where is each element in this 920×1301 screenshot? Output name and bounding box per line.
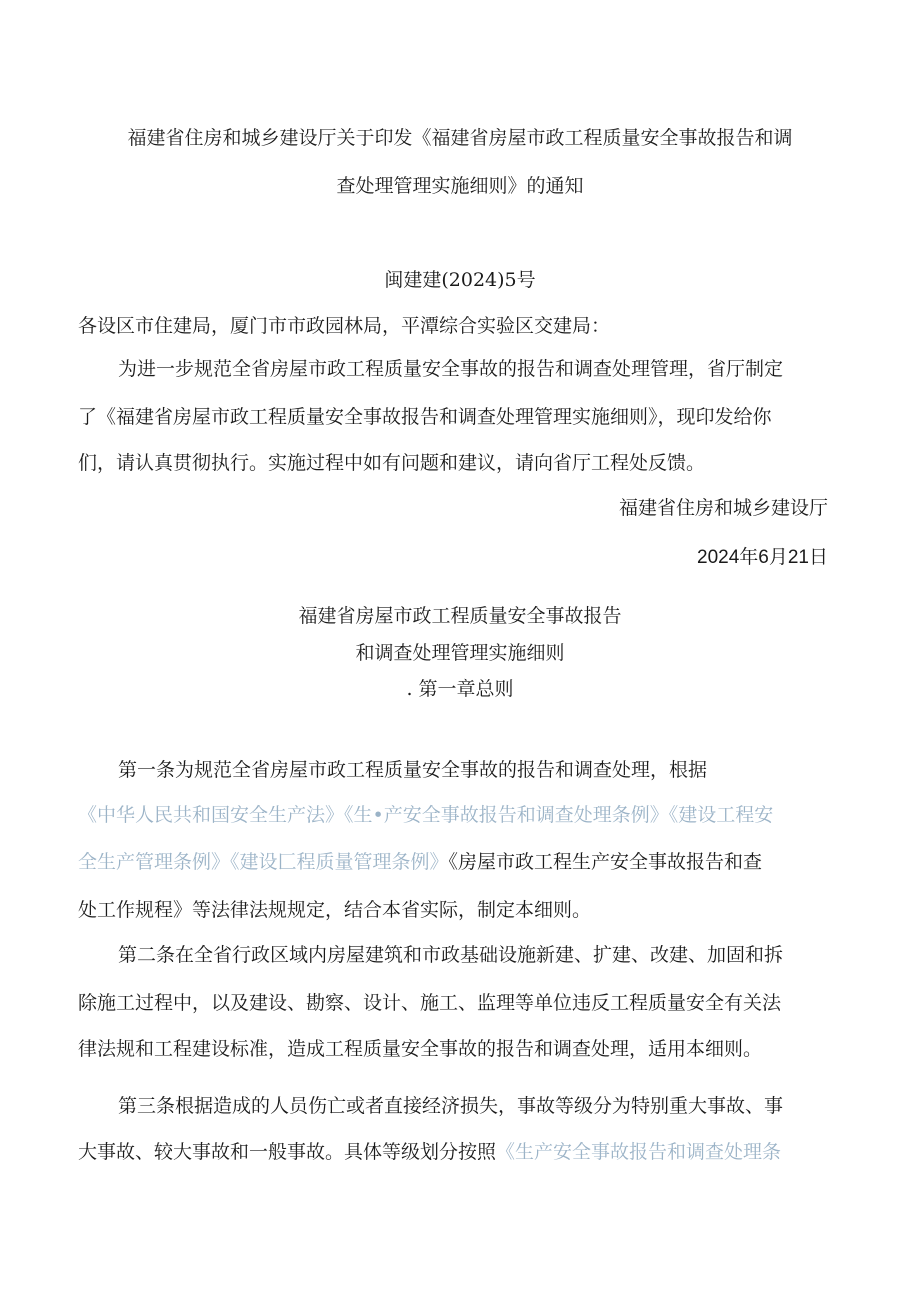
rules-title-line-1: 福建省房屋市政工程质量安全事故报告 — [298, 605, 622, 627]
article-2-line-3: 律法规和工程建设标准，造成工程质量安全事故的报告和调查处理，适用本细则。 — [78, 1038, 763, 1060]
article-3-regulation-link[interactable]: 《生产安全事故报告和调查处理条 — [496, 1141, 782, 1163]
article-3-line-2 — [78, 1140, 781, 1164]
article-2-line-2: 除施工过程中，以及建设、勘察、设计、施工、监理等单位违反工程质量安全有关法 — [78, 992, 782, 1014]
article-2-line-1: 第二条在全省行政区域内房屋建筑和市政基础设施新建、扩建、改建、加固和拆 — [118, 944, 784, 966]
notice-body-line-3: 们，请认真贯彻执行。实施过程中如有问题和建议，请向省厅工程处反馈。 — [78, 452, 706, 474]
rules-title-line-2: 和调查处理管理实施细则 — [355, 642, 565, 664]
document-number: 闽建建(2024)5号 — [384, 269, 536, 291]
notice-title-line-2: 查处理管理实施细则》的通知 — [336, 175, 584, 197]
article-1-regulation-text: 《房屋市政工程生产安全事故报告和查 — [448, 851, 763, 873]
issue-date: 2024年6月21日 — [697, 547, 828, 568]
notice-body-line-1: 为进一步规范全省房屋市政工程质量安全事故的报告和调查处理管理，省厅制定 — [118, 358, 784, 380]
article-1-line-4: 处工作规程》等法律法规规定，结合本省实际，制定本细则。 — [78, 899, 592, 921]
article-1-line-3 — [78, 850, 762, 874]
article-1-line-1: 第一条为规范全省房屋市政工程质量安全事故的报告和调查处理，根据 — [118, 759, 708, 781]
article-3-line-1: 第三条根据造成的人员伤亡或者直接经济损失，事故等级分为特别重大事故、事 — [118, 1095, 784, 1117]
article-1-regulation-link[interactable]: 全生产管理条例》《建设匚程质量管理条例》 — [78, 851, 449, 873]
notice-title-line-1: 福建省住房和城乡建设厅关于印发《福建省房屋市政工程质量安全事故报告和调 — [127, 127, 793, 149]
article-1-law-references-link[interactable]: 《中华人民共和国安全生产法》《生•产安全事故报告和调查处理条例》《建设工程安 — [78, 804, 774, 826]
signature: 福建省住房和城乡建设厅 — [618, 497, 828, 519]
notice-body-line-2: 了《福建省房屋市政工程质量安全事故报告和调查处理管理实施细则》，现印发给你 — [78, 406, 772, 428]
chapter-heading: . 第一章总则 — [406, 678, 514, 700]
recipients: 各设区市住建局，厦门市市政园林局，平潭综合实验区交建局： — [78, 315, 611, 337]
article-3-text: 大事故、较大事故和一般事故。具体等级划分按照 — [78, 1141, 497, 1163]
